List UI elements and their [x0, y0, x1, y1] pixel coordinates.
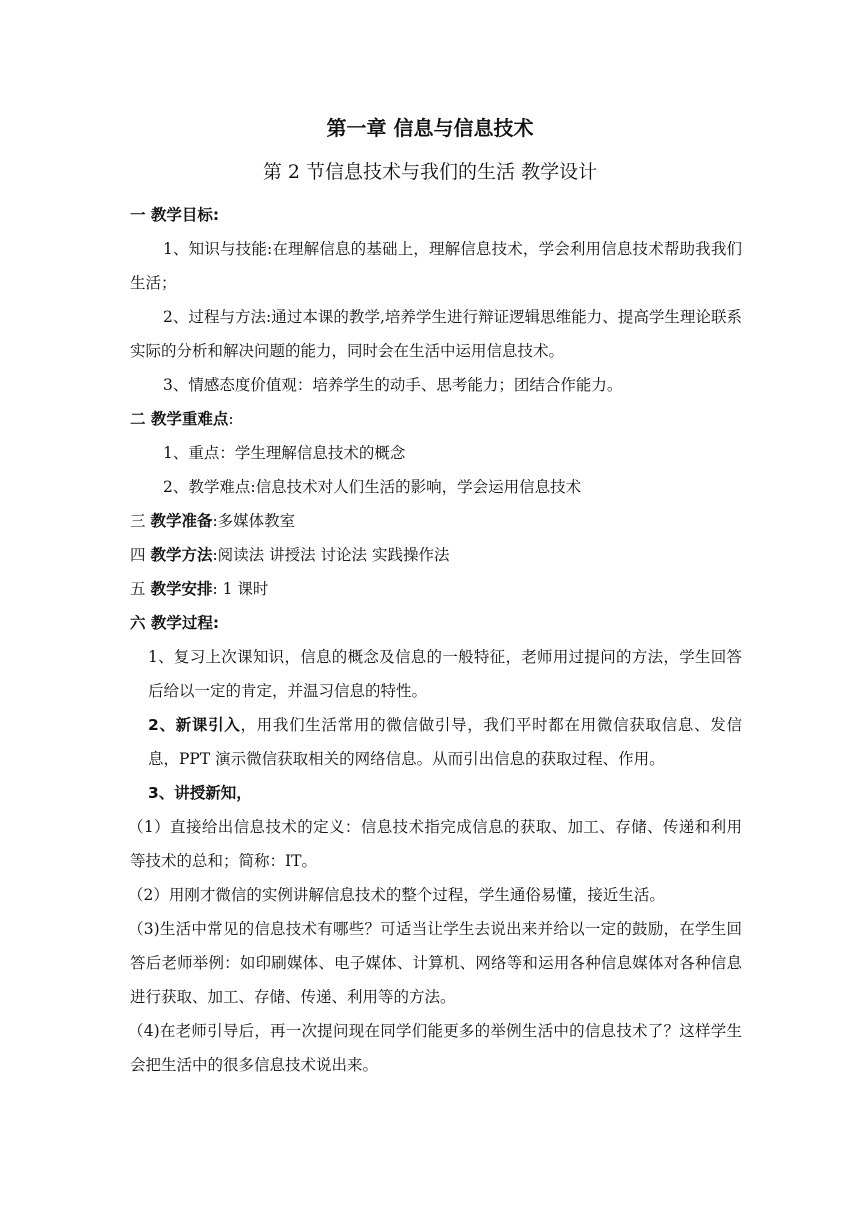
heading-number: 四 [130, 546, 151, 564]
key-point-item: 2、教学难点:信息技术对人们生活的影响，学会运用信息技术 [163, 478, 582, 496]
teaching-point: （2）用刚才微信的实例讲解信息技术的整个过程，学生通俗易懂，接近生活。 [128, 886, 665, 904]
heading-methods [130, 538, 742, 572]
heading-number: 三 [130, 512, 151, 530]
heading-value: :阅读法 讲授法 讨论法 实践操作法 [212, 546, 450, 564]
teaching-point: （3)生活中常见的信息技术有哪些？可适当让学生去说出来并给以一定的鼓励，在学生回答后老师举例：如印刷媒体、电子媒体、计算机、网络等和运用各种信息媒体对各种信息进行获取、加工、存储、传递、利用等的方法。 [128, 920, 742, 1006]
step-text: ，用我们生活常用的微信做引导，我们平时都在用微信获取信息、发信息，PPT 演示微信获取相关的网络信息。从而引出信息的获取过程、作用。 [148, 716, 742, 768]
section-subtitle: 第 2 节信息技术与我们的生活 教学设计 [262, 161, 598, 183]
heading-number: 一 [130, 206, 151, 224]
heading-text: 教学准备 [150, 512, 213, 530]
heading-key-points [130, 402, 742, 436]
heading-text: 教学安排 [150, 580, 213, 598]
chapter-title: 第一章 信息与信息技术 [326, 116, 534, 140]
heading-number: 六 [130, 614, 151, 632]
process-step [130, 708, 742, 776]
document-body [130, 198, 742, 1082]
teaching-point: （4)在老师引导后，再一次提问现在同学们能更多的举例生活中的信息技术了？这样学生会把生活中的很多信息技术说出来。 [128, 1022, 742, 1074]
heading-schedule [130, 572, 742, 606]
objective-item: 2、过程与方法:通过本课的教学,培养学生进行辩证逻辑思维能力、提高学生理论联系实际的分析和解决问题的能力，同时会在生活中运用信息技术。 [130, 308, 742, 360]
teaching-point: （1）直接给出信息技术的定义：信息技术指完成信息的获取、加工、存储、传递和利用等技术的总和；简称：IT。 [128, 818, 742, 870]
heading-preparation [130, 504, 742, 538]
heading-text: 教学目标: [150, 206, 220, 224]
heading-value: : 1 课时 [212, 580, 269, 598]
heading-number: 二 [130, 410, 151, 428]
heading-value: :多媒体教室 [212, 512, 296, 530]
heading-text: 教学重难点 [150, 410, 229, 428]
heading-text: 教学方法 [150, 546, 213, 564]
heading-objectives [130, 198, 742, 232]
key-point-item: 1、重点：学生理解信息技术的概念 [163, 444, 406, 462]
heading-text: 教学过程: [150, 614, 220, 632]
heading-process [130, 606, 742, 640]
objective-item: 1、知识与技能:在理解信息的基础上，理解信息技术，学会利用信息技术帮助我我们生活； [130, 240, 742, 292]
process-step: 3、讲授新知， [148, 784, 252, 802]
heading-number: 五 [130, 580, 151, 598]
heading-tail: : [228, 410, 234, 428]
process-step: 1、复习上次课知识，信息的概念及信息的一般特征，老师用过提问的方法，学生回答后给以一定的肯定，并温习信息的特性。 [148, 648, 742, 700]
objective-item: 3、情感态度价值观：培养学生的动手、思考能力；团结合作能力。 [163, 376, 623, 394]
step-lead: 2、新课引入 [148, 716, 241, 734]
